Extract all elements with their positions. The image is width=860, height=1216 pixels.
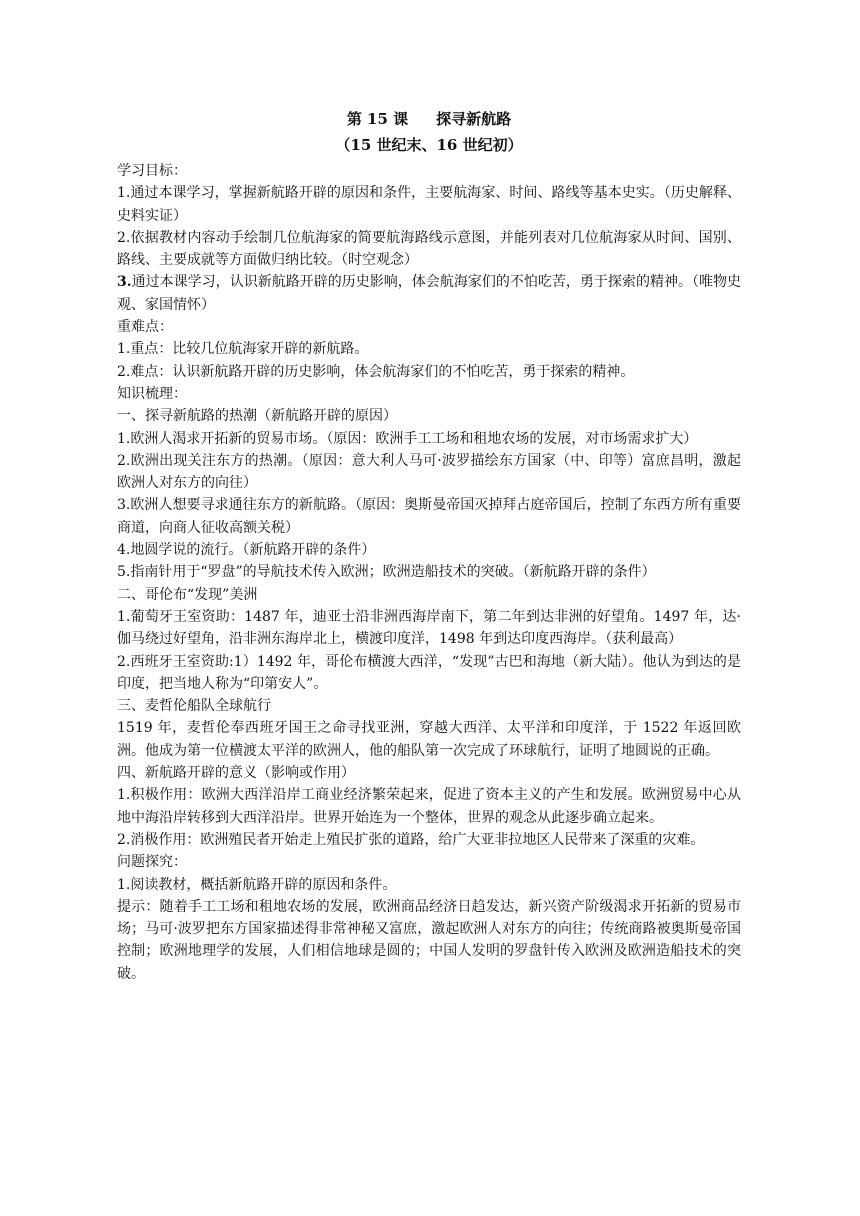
objective-item-3-text: 通过本课学习，认识新航路开辟的历史影响，体会航海家们的不怕吃苦，勇于探索的精神。（唯物史观、家国情怀） [117, 274, 741, 313]
section-1-item-4: 4.地圆学说的流行。（新航路开辟的条件） [117, 542, 376, 559]
lesson-period: （15 世纪末、16 世纪初） [335, 136, 523, 154]
section-1-item-1: 1.欧洲人渴求开拓新的贸易市场。（原因：欧洲手工工场和租地农场的发展，对市场需求扩大） [117, 430, 698, 447]
section-4-item-1: 1.积极作用：欧洲大西洋沿岸工商业经济繁荣起来，促进了资本主义的产生和发展。欧洲贸易中心从地中海沿岸转移到大西洋沿岸。世界开始连为一个整体，世界的观念从此逐步确立起来。 [117, 787, 741, 826]
objective-item-2: 2.依据教材内容动手绘制几位航海家的简要航海路线示意图，并能列表对几位航海家从时间、国别、路线、主要成就等方面做归纳比较。（时空观念） [117, 229, 741, 269]
lesson-number: 第 15 课 [346, 110, 409, 128]
objectives-heading: 学习目标： [117, 163, 187, 179]
section-1-item-3: 3.欧洲人想要寻求通往东方的新航路。（原因：奥斯曼帝国灭掉拜占庭帝国后，控制了东西方所有重要商道，向商人征收高额关税） [117, 497, 741, 536]
keypoints-heading: 重难点： [117, 319, 173, 336]
section-1-item-5: 5.指南针用于“罗盘”的导航技术传入欧洲；欧洲造船技术的突破。（新航路开辟的条件） [117, 564, 656, 581]
section-3-title: 三、麦哲伦船队全球航行 [117, 698, 271, 715]
lesson-title [117, 106, 741, 132]
section-2-title: 二、哥伦布“发现”美洲 [117, 586, 258, 603]
objective-item-3-number: 3. [117, 274, 132, 291]
section-1-title: 一、探寻新航路的热潮（新航路开辟的原因） [117, 408, 397, 425]
lesson-name: 探寻新航路 [436, 110, 512, 128]
knowledge-heading: 知识梳理： [117, 385, 187, 402]
section-4-item-2: 2.消极作用：欧洲殖民者开始走上殖民扩张的道路，给广大亚非拉地区人民带来了深重的灾难。 [117, 831, 705, 848]
section-2-item-1: 1.葡萄牙王室资助：1487 年，迪亚士沿非洲西海岸南下，第二年到达非洲的好望角。1497 年，达·伽马绕过好望角，沿非洲东海岸北上，横渡印度洋，1498 年到达印度西海岸。（获利最高） [117, 608, 741, 648]
keypoint-item-1: 1.重点：比较几位航海家开辟的新航路。 [117, 341, 369, 358]
objective-item-3 [117, 271, 741, 316]
section-4-title: 四、新航路开辟的意义（影响或作用） [117, 765, 355, 782]
inquiry-hint: 提示：随着手工工场和租地农场的发展，欧洲商品经济日趋发达，新兴资产阶级渴求开拓新的贸易市场；马可·波罗把东方国家描述得非常神秘又富庶，激起欧洲人对东方的向往；传统商路被奥斯曼帝国控制；欧洲地理学的发展，人们相信地球是圆的；中国人发明的罗盘针传入欧洲及欧洲造船技术的突破。 [117, 898, 741, 982]
section-1-item-2: 2.欧洲出现关注东方的热潮。（原因：意大利人马可·波罗描绘东方国家（中、印等）富庶昌明，激起欧洲人对东方的向往） [117, 452, 741, 492]
section-3-item-1: 1519 年，麦哲伦奉西班牙国王之命寻找亚洲，穿越大西洋、太平洋和印度洋，于 1522 年返回欧洲。他成为第一位横渡太平洋的欧洲人，他的船队第一次完成了环球航行，证明了地圆说的正确。 [117, 720, 741, 759]
objective-item-1: 1.通过本课学习，掌握新航路开辟的原因和条件，主要航海家、时间、路线等基本史实。（历史解释、史料实证） [117, 185, 741, 224]
document-content [117, 106, 741, 985]
inquiry-heading: 问题探究： [117, 854, 187, 871]
keypoint-item-2: 2.难点：认识新航路开辟的历史影响，体会航海家们的不怕吃苦，勇于探索的精神。 [117, 363, 635, 380]
section-2-item-2: 2.西班牙王室资助:1）1492 年，哥伦布横渡大西洋，“发现”古巴和海地（新大陆）。他认为到达的是印度，把当地人称为“印第安人”。 [117, 653, 741, 692]
inquiry-question: 1.阅读教材，概括新航路开辟的原因和条件。 [117, 876, 397, 893]
